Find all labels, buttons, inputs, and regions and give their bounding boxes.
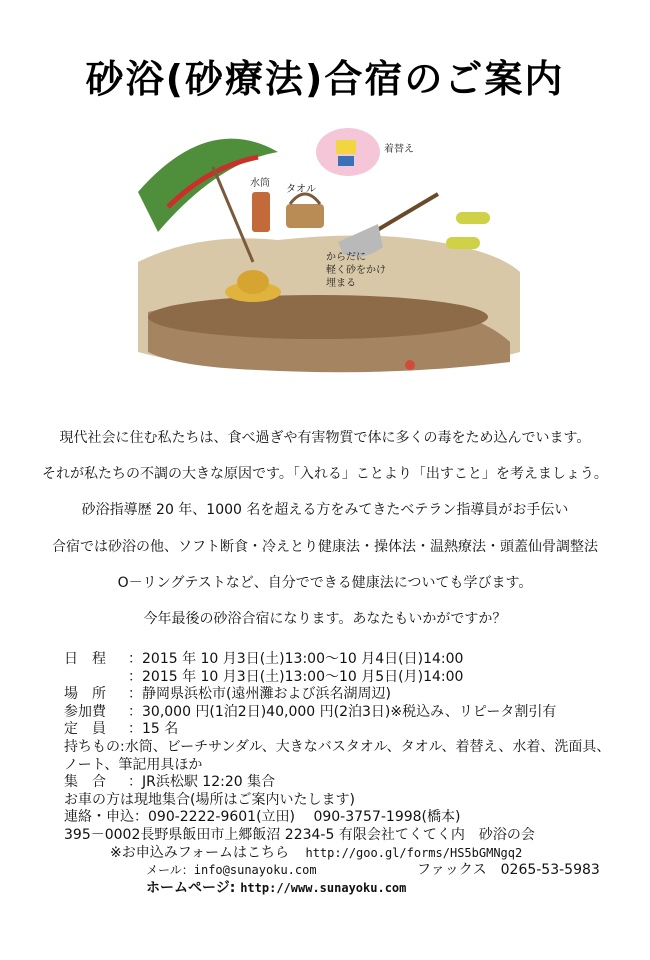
address: 395－0002長野県飯田市上郷飯沼 2234-5 有限会社てくてく内 砂浴の会 — [64, 826, 535, 843]
label-sand-line-2: 軽く砂をかけ — [326, 265, 386, 276]
intro-line-3: 砂浴指導歴 20 年、1000 名を超える方をみてきたベテラン指導員がお手伝い — [81, 502, 569, 518]
page-title: 砂浴(砂療法)合宿のご案内 — [85, 57, 565, 101]
meet-row — [64, 774, 624, 792]
label-clothes: 着替え — [384, 144, 414, 155]
intro-line-1: 現代社会に住む私たちは、食べ過ぎや有害物質で体に多くの毒をため込んでいます。 — [59, 430, 591, 446]
intro-line-6: 今年最後の砂浴合宿になります。あなたもいかがですか？ — [143, 611, 507, 627]
water-bottle-icon — [252, 192, 270, 232]
contact-phone: 連絡・申込：090-2222-9601(立田) 090-3757-1998(橋本) — [64, 809, 461, 826]
sandal-icon — [456, 212, 490, 224]
beach-sand-bath-illustration — [138, 112, 520, 390]
intro-line-5: O－リングテストなど、自分でできる健康法についても学びます。 — [117, 575, 533, 591]
form-link[interactable]: http://goo.gl/forms/HS5bGMNgq2 — [305, 845, 523, 860]
sandal-icon — [446, 237, 480, 249]
label-sand-line-3: 埋まる — [326, 278, 356, 289]
label-sand-line-1: からだに — [326, 252, 366, 263]
homepage-row — [64, 880, 624, 898]
schedule-value-2: ：2015 年 10 月3日(土)13:00～10 月5日(月)14:00 — [128, 668, 464, 685]
items-value-1: 水筒、ビーチサンダル、大きなバスタオル、タオル、着替え、水着、洗面具、 — [124, 738, 611, 755]
fee-value: ：30,000 円(1泊2日)40,000 円(2泊3日)※税込み、リピータ割引有 — [128, 703, 557, 720]
capacity-row — [64, 721, 624, 739]
homepage-label: ホームページ: — [146, 879, 236, 896]
place-value: ：静岡県浜松市(遠州灘および浜名湖周辺) — [128, 686, 391, 703]
place-label: 場 所 — [64, 686, 106, 703]
items-row — [64, 739, 624, 757]
mail-value[interactable]: メール：info@sunayoku.com — [146, 863, 317, 878]
meet-value: ：JR浜松駅 12:20 集合 — [128, 774, 276, 791]
items-value-2: ノート、筆記用具ほか — [64, 756, 203, 773]
form-row — [64, 845, 624, 863]
form-text: ※お申込みフォームはこちら — [110, 844, 290, 861]
intro-line-2: それが私たちの不調の大きな原因です。「入れる」ことより「出すこと」を考えましょう。 — [42, 466, 608, 482]
items-label: 持ちもの: — [64, 738, 125, 755]
schedule-row-2 — [64, 669, 624, 687]
meet-label: 集 合 — [64, 774, 106, 791]
label-water-bottle: 水筒 — [250, 178, 270, 189]
intro-line-4: 合宿では砂浴の他、ソフト断食・冷えとり健康法・操体法・温熱療法・頭蓋仙骨調整法 — [52, 539, 598, 555]
event-details — [64, 651, 624, 897]
place-row — [64, 686, 624, 704]
fee-label: 参加費 — [64, 703, 106, 720]
homepage-link[interactable]: http://www.sunayoku.com — [240, 880, 407, 895]
label-towel: タオル — [286, 184, 316, 195]
schedule-value-1: ：2015 年 10 月3日(土)13:00～10 月4日(日)14:00 — [128, 651, 464, 667]
schedule-label: 日 程 — [64, 651, 106, 667]
car-note: お車の方は現地集合(場所はご案内いたします) — [64, 791, 355, 808]
schedule-row — [64, 651, 624, 669]
mail-fax-row — [64, 862, 624, 880]
fee-row — [64, 704, 624, 722]
capacity-value: ：15 名 — [128, 721, 179, 738]
basket-icon — [286, 204, 324, 228]
fax-value: ファックス 0265-53-5983 — [417, 862, 600, 879]
capacity-label: 定 員 — [64, 721, 106, 738]
crab-icon — [405, 360, 415, 370]
items-row-2 — [64, 757, 624, 775]
